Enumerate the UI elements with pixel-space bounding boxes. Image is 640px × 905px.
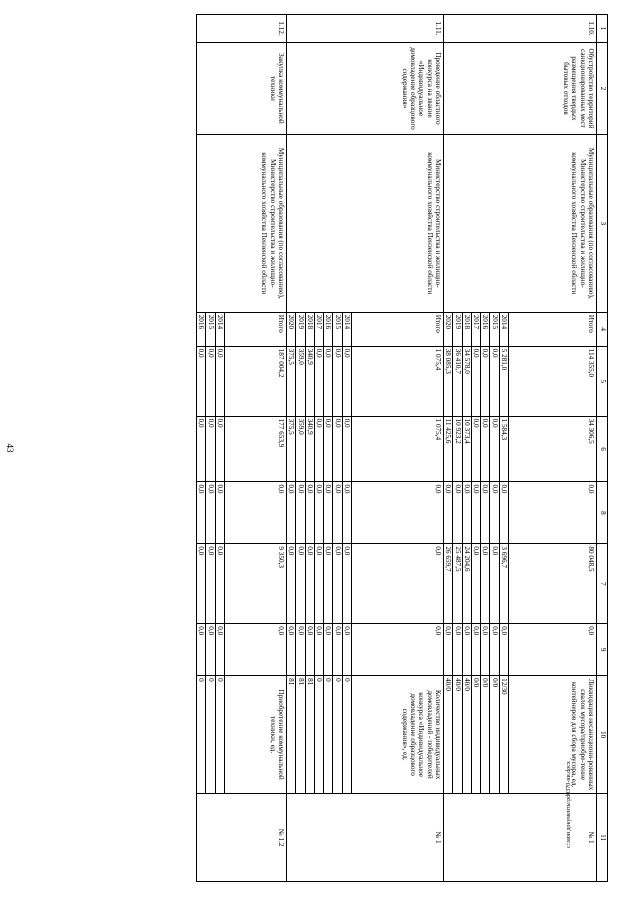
amount-cell: 0,0 — [197, 624, 206, 676]
amount-cell: 0,0 — [314, 482, 323, 544]
amount-cell: 0,0 — [333, 346, 342, 416]
amount-cell: 0,0 — [314, 416, 323, 482]
amount-cell: 0,0 — [206, 416, 215, 482]
amount-cell: 0,0 — [324, 624, 333, 676]
amount-cell: 0,0 — [287, 482, 296, 544]
total-value: 177 653,9 — [225, 416, 287, 482]
indicator-value: 81 — [287, 676, 296, 794]
col-header: 4 — [597, 312, 608, 346]
amount-cell: 0,0 — [215, 416, 224, 482]
total-value: 0,0 — [509, 482, 597, 544]
amount-cell: 0,0 — [481, 416, 490, 482]
indicator-value: 81 — [305, 676, 314, 794]
amount-cell: 10 373,4 — [462, 416, 471, 482]
amount-cell: 0,0 — [314, 544, 323, 624]
total-label: Итого — [225, 312, 287, 346]
year-cell: 2016 — [481, 312, 490, 346]
amount-cell: 34 578,0 — [462, 346, 471, 416]
year-cell: 2015 — [206, 312, 215, 346]
section-number: 1.10. — [444, 15, 597, 43]
col-header: 11 — [597, 794, 608, 882]
amount-cell: 0,0 — [342, 624, 351, 676]
amount-cell: 0,0 — [296, 624, 305, 676]
amount-cell: 0,0 — [481, 482, 490, 544]
amount-cell: 375,5 — [287, 416, 296, 482]
amount-cell: 0,0 — [471, 346, 480, 416]
year-cell: 2014 — [342, 312, 351, 346]
amount-cell: 26 659,7 — [444, 544, 453, 624]
amount-cell: 0,0 — [314, 346, 323, 416]
year-cell: 2014 — [215, 312, 224, 346]
amount-cell: 0,0 — [471, 416, 480, 482]
amount-cell: 0,0 — [296, 544, 305, 624]
amount-cell: 0,0 — [462, 482, 471, 544]
amount-cell: 0,0 — [287, 544, 296, 624]
year-cell: 2015 — [490, 312, 499, 346]
total-value: 1 075,4 — [352, 346, 444, 416]
amount-cell: 0,0 — [471, 544, 480, 624]
indicator-value: 40/0 — [444, 676, 453, 794]
amount-cell: 0,0 — [305, 544, 314, 624]
amount-cell: 0,0 — [197, 416, 206, 482]
reference-number: № 1.2 — [197, 794, 287, 882]
amount-cell: 0,0 — [206, 544, 215, 624]
indicator-value: 81 — [296, 676, 305, 794]
year-cell: 2018 — [305, 312, 314, 346]
section-number: 1.12. — [197, 15, 287, 43]
amount-cell: 0,0 — [453, 624, 462, 676]
amount-cell: 0,0 — [215, 624, 224, 676]
total-label: Итого — [509, 312, 597, 346]
program-measures-table — [196, 14, 608, 882]
section-executor: Муниципальные образования (по согласованию), Министерство строительства и жилищно-коммунального хозяйства Пензенской области — [197, 134, 287, 312]
amount-cell: 0,0 — [444, 482, 453, 544]
reference-number: № 1 — [287, 794, 444, 882]
amount-cell: 24 204,6 — [462, 544, 471, 624]
amount-cell: 0,0 — [342, 544, 351, 624]
amount-cell: 0,0 — [499, 482, 508, 544]
amount-cell: 0,0 — [215, 346, 224, 416]
section-title: Проведение областного конкурса на звание «Индивидуальное домовладение образцового содержания» — [287, 42, 444, 134]
col-header: 2 — [597, 42, 608, 134]
col-header: 5 — [597, 346, 608, 416]
amount-cell: 359,0 — [296, 346, 305, 416]
amount-cell: 0,0 — [499, 624, 508, 676]
total-value: 0,0 — [352, 482, 444, 544]
amount-cell: 0,0 — [324, 346, 333, 416]
total-value: 0,0 — [225, 482, 287, 544]
col-header: 1 — [597, 15, 608, 43]
amount-cell: 0,0 — [206, 482, 215, 544]
amount-cell: 0,0 — [333, 482, 342, 544]
amount-cell: 3 696,7 — [499, 544, 508, 624]
total-value: 0,0 — [352, 544, 444, 624]
amount-cell: 375,5 — [287, 346, 296, 416]
footer-file-path: c:\мои документы\pd0370-ни.docx — [566, 761, 572, 848]
indicator-name: Количество индивидуальных домовладений - победителей конкурса «Индивидуальное домовладение образцового содержания», ед. — [352, 676, 444, 794]
amount-cell: 0,0 — [342, 416, 351, 482]
indicator-name: Ликвидация несанкциони-рованных свалок мусора/приобре-тение контейнеров для сбора мусора, ед. — [509, 676, 597, 794]
amount-cell: 25 487,5 — [453, 544, 462, 624]
amount-cell: 0,0 — [197, 482, 206, 544]
year-cell: 2014 — [499, 312, 508, 346]
amount-cell: 36 410,7 — [453, 346, 462, 416]
amount-cell: 0,0 — [471, 482, 480, 544]
section-executor: Муниципальные образования (по согласованию), Министерство строительства и жилищно-коммунального хозяйства Пензенской области — [444, 134, 597, 312]
amount-cell: 0,0 — [206, 624, 215, 676]
section-total-row — [509, 15, 597, 882]
amount-cell: 0,0 — [490, 624, 499, 676]
amount-cell: 0,0 — [197, 346, 206, 416]
indicator-value: 40/0 — [453, 676, 462, 794]
year-cell: 2018 — [462, 312, 471, 346]
amount-cell: 0,0 — [305, 624, 314, 676]
indicator-value: 0 — [206, 676, 215, 794]
total-value: 114 355,0 — [509, 346, 597, 416]
total-value: 9 350,3 — [225, 544, 287, 624]
amount-cell: 0,0 — [444, 624, 453, 676]
total-value: 0,0 — [509, 624, 597, 676]
total-value: 1 075,4 — [352, 416, 444, 482]
year-cell: 2020 — [444, 312, 453, 346]
total-value: 80 048,5 — [509, 544, 597, 624]
amount-cell: 1 584,3 — [499, 416, 508, 482]
total-value: 187 004,2 — [225, 346, 287, 416]
indicator-name: Приобретение коммунальной техники, ед. — [225, 676, 287, 794]
amount-cell: 0,0 — [206, 346, 215, 416]
amount-cell: 0,0 — [305, 482, 314, 544]
amount-cell: 0,0 — [490, 416, 499, 482]
year-cell: 2017 — [471, 312, 480, 346]
year-cell: 2020 — [287, 312, 296, 346]
table-body — [197, 15, 608, 882]
indicator-value: 0 — [342, 676, 351, 794]
amount-cell: 0,0 — [296, 482, 305, 544]
col-header: 6 — [597, 416, 608, 482]
rotated-table-container — [60, 14, 608, 882]
col-header: 9 — [597, 624, 608, 676]
amount-cell: 0,0 — [342, 482, 351, 544]
amount-cell: 0,0 — [462, 624, 471, 676]
reference-number: № 1 — [444, 794, 597, 882]
indicator-value: 0 — [333, 676, 342, 794]
amount-cell: 359,0 — [296, 416, 305, 482]
indicator-value: 40/0 — [462, 676, 471, 794]
section-number: 1.11. — [287, 15, 444, 43]
indicator-value: 0 — [197, 676, 206, 794]
amount-cell: 10 923,2 — [453, 416, 462, 482]
amount-cell: 0,0 — [215, 544, 224, 624]
year-cell: 2016 — [197, 312, 206, 346]
year-cell: 2019 — [453, 312, 462, 346]
total-value: 34 306,5 — [509, 416, 597, 482]
section-title: Закупка коммунальной техники — [197, 42, 287, 134]
amount-cell: 0,0 — [215, 482, 224, 544]
amount-cell: 0,0 — [333, 624, 342, 676]
indicator-value: 0 — [314, 676, 323, 794]
amount-cell: 0,0 — [481, 544, 490, 624]
amount-cell: 0,0 — [333, 544, 342, 624]
col-header: 8 — [597, 482, 608, 544]
amount-cell: 0,0 — [490, 482, 499, 544]
section-total-row — [352, 15, 444, 882]
amount-cell: 0,0 — [453, 482, 462, 544]
col-header: 10 — [597, 676, 608, 794]
amount-cell: 11 425,6 — [444, 416, 453, 482]
amount-cell: 0,0 — [490, 346, 499, 416]
year-cell: 2015 — [333, 312, 342, 346]
section-title: Обустройство территорий санкционированных мест размещения твердых бытовых отходов — [444, 42, 597, 134]
year-cell: 2019 — [296, 312, 305, 346]
amount-cell: 0,0 — [481, 346, 490, 416]
total-value: 0,0 — [225, 624, 287, 676]
amount-cell: 0,0 — [324, 416, 333, 482]
year-cell: 2017 — [314, 312, 323, 346]
year-cell: 2016 — [324, 312, 333, 346]
total-value: 0,0 — [352, 624, 444, 676]
col-header: 3 — [597, 134, 608, 312]
section-total-row — [225, 15, 287, 882]
amount-cell: 340,9 — [305, 346, 314, 416]
amount-cell: 0,0 — [342, 346, 351, 416]
indicator-value: 0/0 — [471, 676, 480, 794]
column-number-row — [597, 15, 608, 882]
indicator-value: 0 — [215, 676, 224, 794]
amount-cell: 5 281,0 — [499, 346, 508, 416]
amount-cell: 0,0 — [314, 624, 323, 676]
indicator-value: 0/0 — [490, 676, 499, 794]
amount-cell: 0,0 — [287, 624, 296, 676]
amount-cell: 0,0 — [333, 416, 342, 482]
indicator-value: 12/30 — [499, 676, 508, 794]
page-number: 43 — [5, 443, 15, 453]
amount-cell: 340,9 — [305, 416, 314, 482]
amount-cell: 38 085,3 — [444, 346, 453, 416]
col-header: 7 — [597, 544, 608, 624]
amount-cell: 0,0 — [490, 544, 499, 624]
indicator-value: 0/0 — [481, 676, 490, 794]
total-label: Итого — [352, 312, 444, 346]
amount-cell: 0,0 — [324, 482, 333, 544]
section-executor: Министерство строительства и жилищно-коммунального хозяйства Пензенской области — [287, 134, 444, 312]
amount-cell: 0,0 — [324, 544, 333, 624]
indicator-value: 0 — [324, 676, 333, 794]
amount-cell: 0,0 — [481, 624, 490, 676]
amount-cell: 0,0 — [471, 624, 480, 676]
amount-cell: 0,0 — [197, 544, 206, 624]
